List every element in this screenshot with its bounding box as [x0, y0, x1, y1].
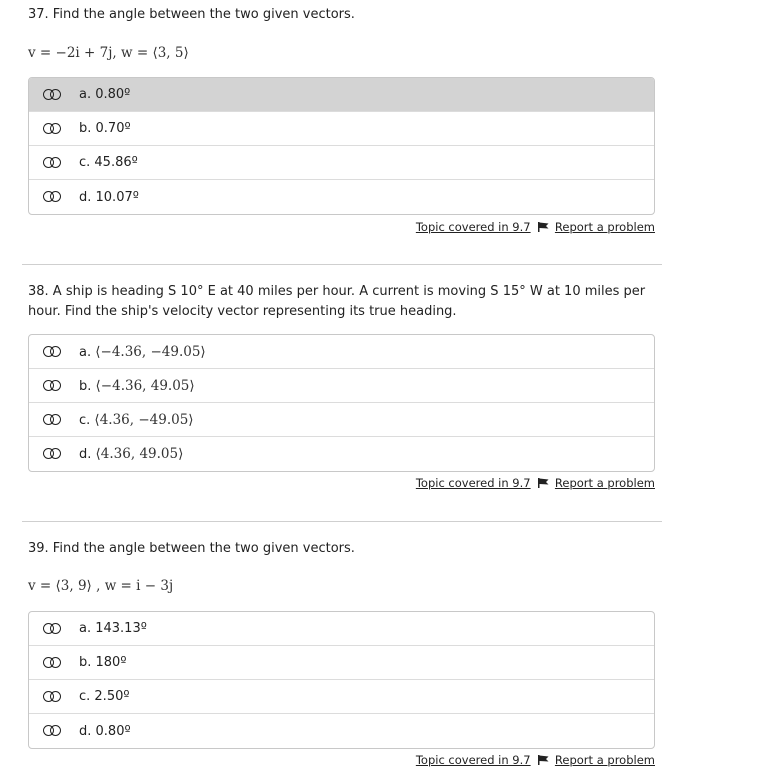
radio-icon[interactable]: [43, 448, 63, 460]
report-problem-link[interactable]: Report a problem: [554, 476, 655, 490]
radio-icon[interactable]: [43, 89, 63, 101]
answer-choices: [28, 77, 655, 215]
answer-choice-c[interactable]: [29, 403, 654, 437]
question-prompt: 39. Find the angle between the two given vectors.: [28, 541, 355, 556]
choice-label: c. 2.50º: [79, 689, 130, 704]
answer-choice-a[interactable]: [29, 612, 654, 646]
choice-value: ⟨4.36, −49.05⟩: [94, 411, 194, 428]
answer-choice-b[interactable]: [29, 369, 654, 403]
question-footer: [416, 220, 655, 234]
choice-label: a. 143.13º: [79, 621, 147, 636]
report-problem-link[interactable]: Report a problem: [554, 753, 655, 767]
divider: [22, 521, 662, 522]
topic-link[interactable]: Topic covered in 9.7: [415, 753, 531, 767]
radio-icon[interactable]: [43, 191, 63, 203]
choice-label: b. ⟨−4.36, 49.05⟩: [79, 377, 195, 394]
question-math: v = −2i + 7j, w = ⟨3, 5⟩: [28, 45, 189, 61]
choice-value: ⟨−4.36, −49.05⟩: [95, 343, 206, 360]
answer-choice-a[interactable]: [29, 335, 654, 369]
answer-choices: [28, 334, 655, 472]
radio-icon[interactable]: [43, 725, 63, 737]
choice-label: b. 0.70º: [79, 121, 131, 136]
answer-choice-d[interactable]: [29, 180, 654, 214]
choice-label: a. 0.80º: [79, 87, 131, 102]
topic-link[interactable]: Topic covered in 9.7: [415, 220, 531, 234]
choice-value: ⟨−4.36, 49.05⟩: [95, 377, 195, 394]
flag-icon: [538, 222, 549, 232]
report-problem-link[interactable]: Report a problem: [554, 220, 655, 234]
answer-choice-c[interactable]: [29, 146, 654, 180]
answer-choices: [28, 611, 655, 749]
answer-choice-b[interactable]: [29, 646, 654, 680]
choice-label: d. 0.80º: [79, 723, 131, 739]
question-prompt: 37. Find the angle between the two given vectors.: [28, 7, 355, 22]
choice-label: b. 180º: [79, 655, 127, 670]
radio-icon[interactable]: [43, 414, 63, 426]
answer-choice-b[interactable]: [29, 112, 654, 146]
choice-label: d. 10.07º: [79, 189, 139, 205]
question-prompt: 38. A ship is heading S 10° E at 40 miles per hour. A current is moving S 15° W at 10 miles per hour. Find the ship's velocity vector representing its true heading.: [28, 284, 646, 319]
question-footer: [416, 753, 655, 767]
radio-icon[interactable]: [43, 123, 63, 135]
choice-label: c. 45.86º: [79, 155, 138, 170]
radio-icon[interactable]: [43, 157, 63, 169]
answer-choice-a[interactable]: [29, 78, 654, 112]
radio-icon[interactable]: [43, 657, 63, 669]
choice-label: c. ⟨4.36, −49.05⟩: [79, 411, 194, 428]
answer-choice-d[interactable]: [29, 437, 654, 471]
choice-label: a. ⟨−4.36, −49.05⟩: [79, 343, 206, 360]
radio-icon[interactable]: [43, 346, 63, 358]
flag-icon: [538, 478, 549, 488]
choice-label: d. ⟨4.36, 49.05⟩: [79, 446, 184, 462]
radio-icon[interactable]: [43, 623, 63, 635]
answer-choice-d[interactable]: [29, 714, 654, 748]
question-footer: [416, 476, 655, 490]
radio-icon[interactable]: [43, 691, 63, 703]
divider: [22, 264, 662, 265]
flag-icon: [538, 755, 549, 765]
question-math: v = ⟨3, 9⟩ , w = i − 3j: [28, 578, 174, 594]
topic-link[interactable]: Topic covered in 9.7: [415, 476, 531, 490]
answer-choice-c[interactable]: [29, 680, 654, 714]
radio-icon[interactable]: [43, 380, 63, 392]
choice-value: ⟨4.36, 49.05⟩: [95, 446, 184, 462]
